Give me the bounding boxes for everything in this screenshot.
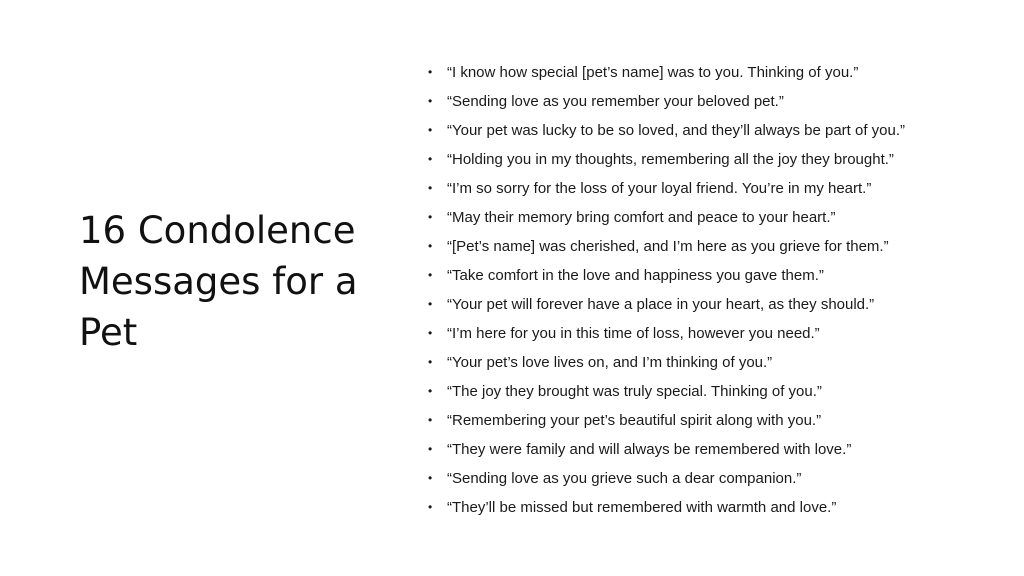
message-item <box>424 319 1014 348</box>
bullet-icon: • <box>428 210 433 224</box>
message-item <box>424 232 1014 261</box>
bullet-icon: • <box>428 297 433 311</box>
message-text: “I’m so sorry for the loss of your loyal friend. You’re in my heart.” <box>447 180 872 197</box>
message-item <box>424 145 1014 174</box>
bullet-icon: • <box>428 65 433 79</box>
message-text: “The joy they brought was truly special. Thinking of you.” <box>447 383 822 400</box>
message-text: “They were family and will always be remembered with love.” <box>447 441 852 458</box>
bullet-icon: • <box>428 413 433 427</box>
bullet-icon: • <box>428 355 433 369</box>
message-text: “[Pet’s name] was cherished, and I’m here as you grieve for them.” <box>447 238 889 255</box>
message-item <box>424 87 1014 116</box>
bullet-icon: • <box>428 326 433 340</box>
message-item <box>424 493 1014 522</box>
message-text: “Take comfort in the love and happiness you gave them.” <box>447 267 824 284</box>
bullet-icon: • <box>428 384 433 398</box>
message-text: “Your pet was lucky to be so loved, and they’ll always be part of you.” <box>447 122 906 139</box>
message-item <box>424 290 1014 319</box>
bullet-icon: • <box>428 500 433 514</box>
message-item <box>424 116 1014 145</box>
bullet-icon: • <box>428 181 433 195</box>
message-item <box>424 58 1014 87</box>
message-text: “Your pet’s love lives on, and I’m thinking of you.” <box>447 354 773 371</box>
bullet-icon: • <box>428 94 433 108</box>
bullet-icon: • <box>428 239 433 253</box>
message-item <box>424 348 1014 377</box>
message-item <box>424 377 1014 406</box>
bullet-icon: • <box>428 123 433 137</box>
message-item <box>424 435 1014 464</box>
message-text: “Your pet will forever have a place in your heart, as they should.” <box>447 296 875 313</box>
message-item <box>424 203 1014 232</box>
message-item <box>424 174 1014 203</box>
message-text: “May their memory bring comfort and peace to your heart.” <box>447 209 836 226</box>
message-text: “I’m here for you in this time of loss, however you need.” <box>447 325 820 342</box>
bullet-icon: • <box>428 471 433 485</box>
message-list <box>424 58 1014 522</box>
message-item <box>424 261 1014 290</box>
message-text: “Remembering your pet’s beautiful spirit along with you.” <box>447 412 822 429</box>
bullet-icon: • <box>428 442 433 456</box>
message-item <box>424 406 1014 435</box>
message-text: “Holding you in my thoughts, remembering all the joy they brought.” <box>447 151 894 168</box>
message-text: “Sending love as you grieve such a dear companion.” <box>447 470 802 487</box>
message-text: “They’ll be missed but remembered with warmth and love.” <box>447 499 837 516</box>
slide-title: 16 Condolence Messages for a Pet <box>79 209 358 354</box>
message-text: “Sending love as you remember your beloved pet.” <box>447 93 784 110</box>
bullet-icon: • <box>428 152 433 166</box>
message-text: “I know how special [pet’s name] was to you. Thinking of you.” <box>447 64 859 81</box>
bullet-icon: • <box>428 268 433 282</box>
message-item <box>424 464 1014 493</box>
